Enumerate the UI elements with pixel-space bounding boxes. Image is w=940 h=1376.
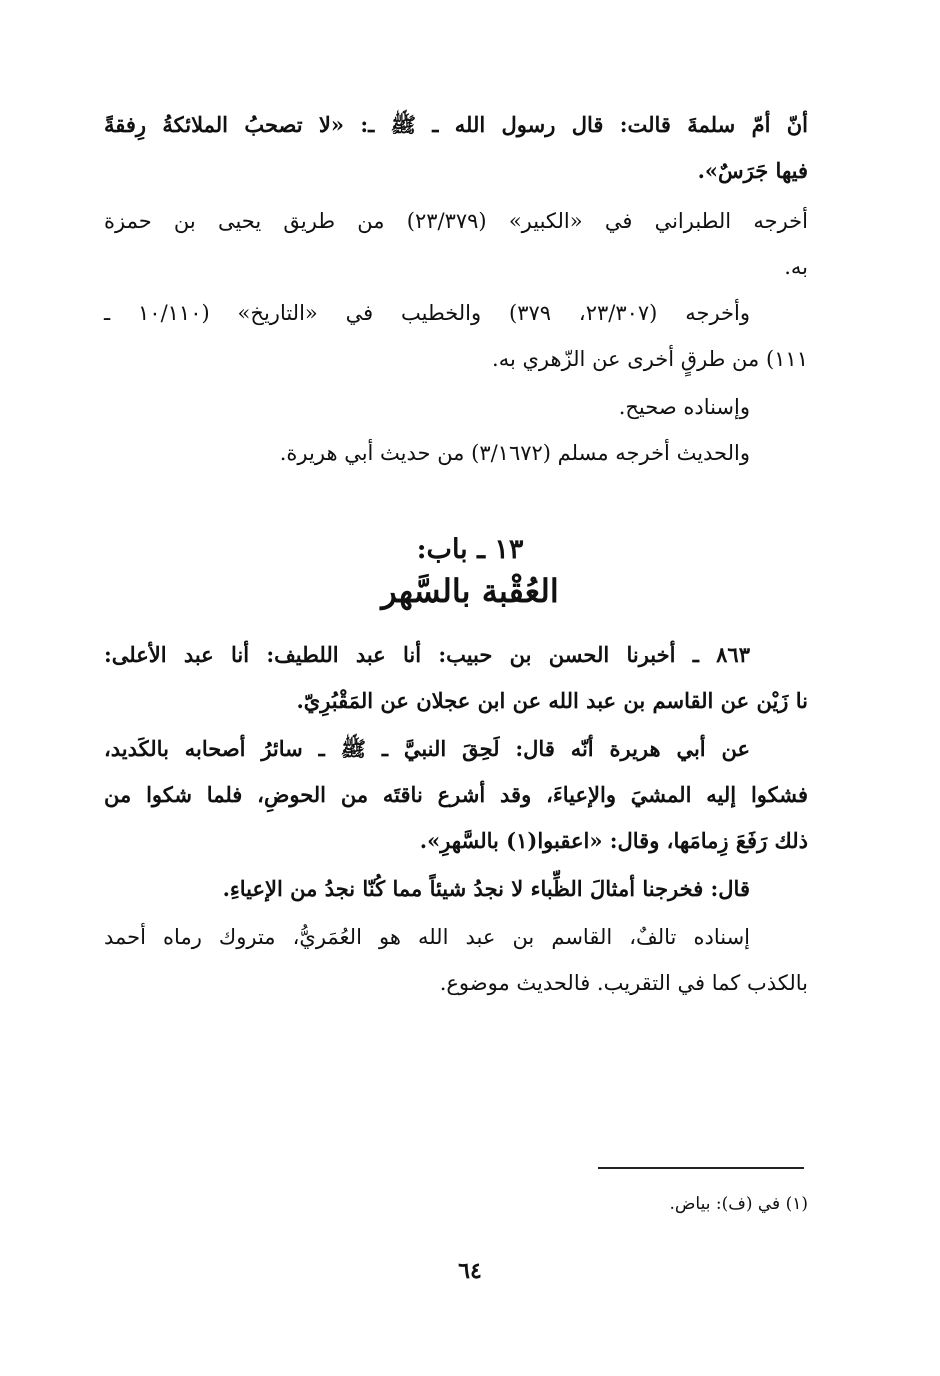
footnote-separator: [598, 1167, 804, 1169]
hadith-text-line: فيها جَرَسٌ».: [697, 158, 808, 183]
takhrij-line: وأخرجه (٢٣/٣٠٧، ٣٧٩) والخطيب في «التاريخ» (١٠/١١٠ ـ: [104, 301, 751, 325]
takhrij-line: والحديث أخرجه مسلم (٣/١٦٧٢) من حديث أبي هريرة.: [279, 441, 750, 465]
hadith-isnad-line: نا زَيْن عن القاسم بن عبد الله عن ابن عجلان عن المَقْبُرِيّ.: [296, 688, 808, 713]
footnote: (١) في (ف): بياض.: [669, 1194, 808, 1214]
commentary-line: بالكذب كما في التقريب. فالحديث موضوع.: [439, 971, 808, 995]
hadith-matn-line: قال: فخرجنا أمثالَ الظِّباء لا نجدُ شيئاً مما كُنّا نجدُ من الإعياءِ.: [222, 876, 750, 901]
chapter-number: ١٣ ـ باب:: [416, 534, 524, 565]
commentary-line: إسناده تالفٌ، القاسم بن عبد الله هو العُمَريُّ، متروك رماه أحمد: [104, 925, 750, 949]
hadith-matn-line: ذلك رَفَعَ زِمامَها، وقال: «اعقبوا(١) بالسَّهرِ».: [419, 828, 808, 853]
takhrij-line: أخرجه الطبراني في «الكبير» (٢٣/٣٧٩) من طريق يحيى بن حمزة: [104, 209, 808, 233]
chapter-title: العُقْبة بالسَّهر: [381, 572, 559, 610]
hadith-text-line: أنّ أمّ سلمةَ قالت: قال رسول الله ـ ﷺ ـ: «لا تصحبُ الملائكةُ رِفقةً: [104, 112, 808, 137]
grading-line: وإسناده صحيح.: [618, 395, 750, 419]
hadith-matn-line: فشكوا إليه المشيَ والإعياءَ، وقد أشرع ناقتَه من الحوضِ، فلما شكوا من: [104, 782, 808, 807]
page-number: ٦٤: [458, 1258, 482, 1284]
hadith-matn-line: عن أبي هريرة أنّه قال: لَحِقَ النبيَّ ـ ﷺ ـ سائرُ أصحابه بالكَديد،: [104, 736, 750, 761]
hadith-isnad-line: ٨٦٣ ـ أخبرنا الحسن بن حبيب: أنا عبد اللطيف: أنا عبد الأعلى:: [104, 642, 750, 667]
takhrij-line: به.: [784, 255, 808, 279]
takhrij-line: ١١١) من طرقٍ أخرى عن الزّهري به.: [492, 347, 808, 371]
